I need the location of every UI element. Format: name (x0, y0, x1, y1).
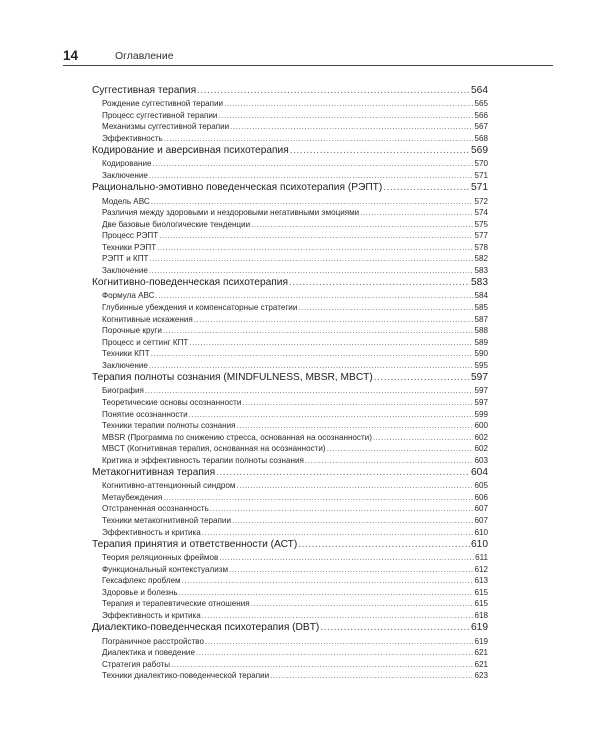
toc-page-number: 590 (474, 349, 488, 359)
toc-entry-title: Процесс и сеттинг КПТ (102, 337, 189, 347)
toc-page-number: 599 (474, 409, 488, 419)
toc-page-number: 570 (474, 159, 488, 169)
toc-entry-title: Критика и эффективность терапии полноты сознания (102, 455, 304, 465)
dot-leader (163, 493, 473, 502)
dot-leader (251, 220, 473, 229)
dot-leader (229, 565, 473, 574)
toc-section-entry (92, 254, 488, 266)
toc-page-number: 572 (474, 196, 488, 206)
toc-chapter-entry (92, 372, 488, 386)
toc-page-number: 566 (474, 110, 488, 120)
dot-leader (305, 456, 474, 465)
toc-section-entry (92, 671, 488, 683)
toc-page-number: 612 (474, 564, 488, 574)
dot-leader (164, 134, 474, 143)
toc-entry-title: MBCT (Когнитивная терапия, основанная на осознанности) (102, 444, 326, 454)
toc-section-entry (92, 243, 488, 255)
toc-page-number: 567 (474, 122, 488, 132)
toc-chapter-entry (92, 539, 488, 553)
dot-leader (219, 553, 474, 562)
toc-entry-title: Здоровье и болезнь (102, 587, 178, 597)
dot-leader (383, 182, 470, 193)
toc-page-number: 587 (474, 314, 488, 324)
toc-page-number: 615 (474, 599, 488, 609)
page-header (63, 40, 553, 68)
dot-leader (151, 349, 474, 358)
toc-entry-title: Эффективность и критика (102, 527, 201, 537)
toc-section-entry (92, 338, 488, 350)
toc-entry-title: Терапия и терапевтические отношения (102, 599, 250, 609)
toc-section-entry (92, 516, 488, 528)
dot-leader (218, 111, 473, 120)
dot-leader (149, 266, 474, 275)
toc-page-number: 564 (471, 85, 488, 96)
dot-leader (202, 528, 474, 537)
toc-page-number: 603 (474, 455, 488, 465)
toc-page-number: 619 (471, 622, 488, 634)
toc-page-number: 607 (474, 515, 488, 525)
dot-leader (224, 99, 473, 108)
dot-leader (360, 208, 473, 217)
toc-page-number: 574 (474, 208, 488, 218)
toc-section-entry (92, 197, 488, 209)
toc-page-number: 600 (474, 421, 488, 431)
dot-leader (270, 671, 473, 680)
toc-entry-title: Рождение суггестивной терапии (102, 99, 224, 109)
toc-entry-title: Процесс суггестивной терапии (102, 110, 218, 120)
toc-section-entry (92, 99, 488, 111)
toc-section-entry (92, 111, 488, 123)
toc-page-number: 623 (474, 671, 488, 681)
dot-leader (194, 315, 474, 324)
toc-section-entry (92, 122, 488, 134)
toc-section-entry (92, 576, 488, 588)
toc-section-entry (92, 159, 488, 171)
toc-page-number: 618 (474, 610, 488, 620)
toc-chapter-entry (92, 182, 488, 196)
toc-page-number: 583 (471, 277, 488, 289)
toc-section-entry (92, 315, 488, 327)
toc-page-number: 610 (471, 539, 488, 551)
toc-entry-title: Понятие осознанности (102, 409, 188, 419)
dot-leader (373, 433, 474, 442)
toc-section-entry (92, 208, 488, 220)
toc-page-number: 602 (474, 444, 488, 454)
toc-page-number: 571 (471, 182, 488, 194)
toc-section-entry (92, 588, 488, 600)
toc-entry-title: Терапия принятия и ответственности (АСТ) (92, 539, 298, 551)
dot-leader (182, 576, 474, 585)
toc-section-entry (92, 220, 488, 232)
toc-page-number: 582 (474, 254, 488, 264)
toc-entry-title: Пограничное расстройство (102, 636, 204, 646)
toc-section-entry (92, 421, 488, 433)
toc-section-entry (92, 433, 488, 445)
toc-page-number: 619 (474, 636, 488, 646)
toc-entry-title: Кодирование (102, 159, 152, 169)
toc-entry-title: Техники терапии полноты сознания (102, 421, 236, 431)
toc-section-entry (92, 410, 488, 422)
toc-chapter-entry (92, 277, 488, 291)
toc-entry-title: Техники КПТ (102, 349, 150, 359)
toc-section-entry (92, 660, 488, 672)
toc-page-number: 575 (474, 219, 488, 229)
toc-entry-title: Теоретические основы осознанности (102, 397, 242, 407)
dot-leader (216, 467, 470, 478)
toc-entry-title: Механизмы суггестивной терапии (102, 122, 230, 132)
toc-entry-title: Эффективность (102, 133, 163, 143)
toc-section-entry (92, 553, 488, 565)
dot-leader (189, 410, 474, 419)
toc-section-entry (92, 565, 488, 577)
dot-leader (197, 85, 470, 96)
dot-leader (157, 243, 473, 252)
running-title: Оглавление (115, 50, 174, 62)
toc-entry-title: Заключение (102, 265, 148, 275)
toc-page-number: 568 (474, 133, 488, 143)
toc-page-number: 611 (475, 553, 488, 563)
dot-leader (196, 648, 474, 657)
toc-entry-title: Заключение (102, 170, 148, 180)
toc-entry-title: Диалектико-поведенческая психотерапия (DBT) (92, 622, 320, 634)
toc-section-entry (92, 648, 488, 660)
toc-chapter-entry (92, 467, 488, 481)
dot-leader (145, 386, 474, 395)
toc-section-entry (92, 326, 488, 338)
toc-section-entry (92, 528, 488, 540)
toc-page-number: 565 (474, 99, 488, 109)
toc-entry-title: Глубинные убеждения и компенсаторные стратегии (102, 303, 298, 313)
header-rule (63, 65, 553, 66)
toc-section-entry (92, 444, 488, 456)
toc-entry-title: Кодирование и аверсивная психотерапия (92, 145, 289, 157)
dot-leader (251, 599, 474, 608)
dot-leader (153, 159, 474, 168)
toc-page-number: 585 (474, 303, 488, 313)
toc-page-number: 621 (474, 659, 488, 669)
toc-entry-title: Отстраненная осознанность (102, 504, 209, 514)
toc-page-number: 597 (474, 397, 488, 407)
toc-entry-title: Техники РЭПТ (102, 242, 157, 252)
dot-leader (242, 398, 473, 407)
dot-leader (189, 338, 473, 347)
toc-chapter-entry (92, 145, 488, 159)
dot-leader (156, 291, 474, 300)
dot-leader (290, 145, 470, 156)
dot-leader (171, 660, 473, 669)
toc-page-number: 577 (474, 231, 488, 241)
toc-page-number: 584 (474, 291, 488, 301)
toc-section-entry (92, 456, 488, 468)
toc-entry-title: Теория реляционных фреймов (102, 553, 219, 563)
toc-section-entry (92, 386, 488, 398)
toc-entry-title: Рационально-эмотивно поведенческая психотерапия (РЭПТ) (92, 182, 383, 194)
toc-page-number: 610 (474, 527, 488, 537)
toc-entry-title: Процесс РЭПТ (102, 231, 159, 241)
toc-section-entry (92, 398, 488, 410)
dot-leader (289, 277, 470, 288)
toc-page-number: 589 (474, 337, 488, 347)
toc-section-entry (92, 481, 488, 493)
toc-page-number: 578 (474, 242, 488, 252)
dot-leader (230, 122, 473, 131)
toc-page-number: 588 (474, 326, 488, 336)
toc-section-entry (92, 504, 488, 516)
toc-entry-title: MBSR (Программа по снижению стресса, основанная на осознанности) (102, 432, 372, 442)
dot-leader (210, 504, 474, 513)
toc-entry-title: Метаубеждения (102, 492, 163, 502)
toc-entry-title: Техники диалектико-поведенческой терапии (102, 671, 270, 681)
dot-leader (202, 611, 474, 620)
toc-page-number: 569 (471, 145, 488, 157)
toc-entry-title: Различия между здоровыми и нездоровыми негативными эмоциями (102, 208, 360, 218)
dot-leader (236, 481, 473, 490)
toc-section-entry (92, 291, 488, 303)
dot-leader (159, 231, 473, 240)
toc-section-entry (92, 493, 488, 505)
toc-entry-title: Модель АВС (102, 196, 150, 206)
dot-leader (149, 254, 473, 263)
toc-section-entry (92, 637, 488, 649)
toc-page-number: 583 (474, 265, 488, 275)
toc-page-number: 607 (474, 504, 488, 514)
dot-leader (327, 444, 474, 453)
toc-page-number: 602 (474, 432, 488, 442)
dot-leader (232, 516, 474, 525)
dot-leader (374, 372, 470, 383)
toc-page-number: 604 (471, 467, 488, 479)
toc-entry-title: РЭПТ и КПТ (102, 254, 149, 264)
toc-page-number: 597 (474, 386, 488, 396)
toc-page-number: 597 (471, 372, 488, 384)
toc-page-number: 613 (474, 576, 488, 586)
toc-section-entry (92, 266, 488, 278)
dot-leader (237, 421, 474, 430)
toc-entry-title: Формула АВС (102, 291, 155, 301)
dot-leader (179, 588, 474, 597)
toc-section-entry (92, 303, 488, 315)
toc-section-entry (92, 599, 488, 611)
toc-entry-title: Стратегия работы (102, 659, 171, 669)
dot-leader (320, 622, 470, 633)
toc-entry-title: Суггестивная терапия (92, 85, 197, 96)
toc-entry-title: Заключение (102, 360, 148, 370)
toc-chapter-entry (92, 85, 488, 99)
toc-entry-title: Метакогнитивная терапия (92, 467, 216, 479)
dot-leader (149, 361, 474, 370)
toc-page-number: 571 (474, 170, 488, 180)
dot-leader (151, 197, 474, 206)
toc-entry-title: Порочные круги (102, 326, 162, 336)
toc-section-entry (92, 361, 488, 373)
toc-entry-title: Техники метакогнитивной терапии (102, 515, 231, 525)
toc-entry-title: Диалектика и поведение (102, 648, 195, 658)
table-of-contents (92, 85, 488, 683)
toc-entry-title: Терапия полноты сознания (MINDFULNESS, MBSR, MBCT) (92, 372, 373, 384)
dot-leader (298, 539, 470, 550)
toc-section-entry (92, 611, 488, 623)
toc-entry-title: Когнитивно-поведенческая психотерапия (92, 277, 288, 289)
toc-section-entry (92, 171, 488, 183)
dot-leader (149, 171, 474, 180)
toc-entry-title: Когнитивные искажения (102, 314, 193, 324)
dot-leader (298, 303, 473, 312)
toc-entry-title: Когнитивно-аттенционный синдром (102, 481, 236, 491)
toc-entry-title: Биография (102, 386, 144, 396)
toc-entry-title: Эффективность и критика (102, 610, 201, 620)
toc-page-number: 606 (474, 492, 488, 502)
toc-entry-title: Две базовые биологические тенденции (102, 219, 251, 229)
toc-page-number: 605 (474, 481, 488, 491)
toc-section-entry (92, 231, 488, 243)
toc-section-entry (92, 134, 488, 146)
toc-page-number: 595 (474, 360, 488, 370)
dot-leader (205, 637, 473, 646)
toc-entry-title: Функциональный контекстуализм (102, 564, 229, 574)
toc-entry-title: Гексафлекс проблем (102, 576, 181, 586)
toc-chapter-entry (92, 622, 488, 636)
toc-page-number: 621 (474, 648, 488, 658)
toc-section-entry (92, 349, 488, 361)
page-number: 14 (63, 48, 79, 63)
toc-page-number: 615 (474, 587, 488, 597)
dot-leader (163, 326, 474, 335)
